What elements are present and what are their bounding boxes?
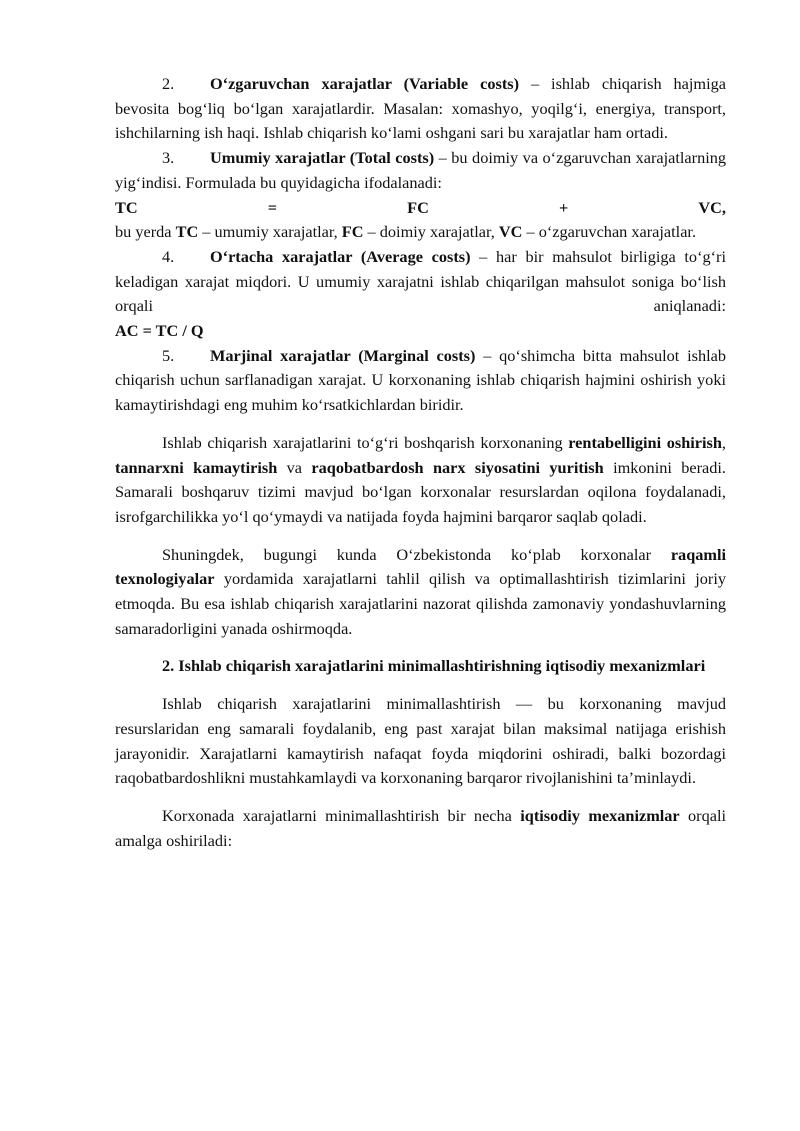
explain-text: bu yerda [115, 222, 176, 242]
bold-phrase: raqamli texnologiyalar [115, 544, 726, 589]
list-item-variable-costs [115, 72, 726, 146]
explain-text: – o‘zgaruvchan xarajatlar. [522, 222, 697, 242]
item-text: – ishlab chiqarish hajmiga bevosita bog‘liq bo‘lgan xarajatlardir. Masalan: xomashyo, yoqilg‘i, energiya, transport, ishchilarning ish haqi. Ishlab chiqarish ko‘lami oshgani sari bu xarajatlar ham ortadi. [115, 74, 726, 143]
list-number: 3. [162, 148, 175, 168]
list-item-total-costs [115, 146, 726, 195]
item-text: – har bir mahsulot birligiga to‘g‘ri keladigan xarajat miqdori. U umumiy xarajatni ishlab chiqarilgan mahsulot soniga bo‘lish orqali aniqlanadi: [115, 246, 726, 316]
formula-part: TC [115, 197, 138, 217]
term-total-costs: Umumiy xarajatlar (Total costs) [210, 148, 435, 168]
formula-average-costs [115, 319, 726, 344]
formula-part: VC, [698, 197, 726, 217]
explain-text: – umumiy xarajatlar, [198, 222, 342, 242]
paragraph-digital-technologies [115, 543, 726, 642]
bold-phrase: iqtisodiy mexanizmlar [520, 805, 680, 825]
paragraph-cost-management [115, 431, 726, 530]
formula-explanation [115, 220, 726, 245]
item-text: – qo‘shimcha bitta mahsulot ishlab chiqarish uchun sarflanadigan xarajat. U korxonaning ishlab chiqarish hajmini oshirish yoki kamaytirishdagi eng muhim ko‘rsatkichlardan biridir. [115, 345, 726, 415]
explain-text: – doimiy xarajatlar, [363, 222, 499, 242]
formula-text: AC = TC / Q [115, 321, 204, 341]
paragraph-text: , [721, 432, 726, 452]
paragraph-minimization-definition: Ishlab chiqarish xarajatlarini minimallashtirish — bu korxonaning mavjud resurslaridan eng samarali foydalanib, eng past xarajat bilan maksimal natijaga erishish jarayonidir. Xarajatlarni kamaytirish nafaqat foyda miqdorini oshiradi, balki bozordagi raqobatbardoshlikni mustahkamlaydi va korxonaning barqaror rivojlanishini ta’minlaydi. [115, 694, 726, 788]
bold-phrase: tannarxni kamaytirish [115, 457, 278, 477]
term-marginal-costs: Marjinal xarajatlar (Marginal costs) [210, 345, 476, 365]
explain-term: FC [341, 222, 364, 242]
paragraph-text: orqali amalga oshiriladi: [115, 805, 726, 850]
list-item-marginal-costs [115, 344, 726, 418]
paragraph-text: va [277, 457, 312, 477]
list-number: 4. [162, 246, 175, 266]
formula-total-costs [115, 196, 726, 221]
explain-term: TC [175, 222, 199, 242]
term-variable-costs: O‘zgaruvchan xarajatlar (Variable costs) [210, 74, 519, 93]
list-item-average-costs [115, 245, 726, 319]
paragraph-text: Ishlab chiqarish xarajatlarini to‘g‘ri boshqarish korxonaning [162, 432, 569, 452]
formula-part: FC [407, 197, 429, 217]
paragraph-text: imkonini beradi. Samarali boshqaruv tizimi mavjud bo‘lgan korxonalar resurslardan oqilona foydalanadi, isrofgarchilikka yo‘l qo‘ymaydi va natijada foyda hajmini barqaror saqlab qoladi. [115, 457, 726, 526]
bold-phrase: rentabelligini oshirish [568, 432, 722, 452]
list-number: 5. [162, 345, 175, 365]
list-number: 2. [162, 74, 175, 93]
section-heading: 2. Ishlab chiqarish xarajatlarini minimallashtirishning iqtisodiy mexanizmlari [162, 656, 706, 676]
paragraph-mechanisms-intro [115, 804, 726, 853]
paragraph-text: yordamida xarajatlarni tahlil qilish va optimallashtirish tizimlarini joriy etmoqda. Bu esa ishlab chiqarish xarajatlarini nazorat qilishda zamonaviy yondashuvlarning samaradorligini yanada oshirmoqda. [115, 569, 726, 638]
formula-part: = [267, 197, 278, 217]
bold-phrase: raqobatbardosh narx siyosatini yuritish [311, 457, 604, 477]
formula-part: + [558, 197, 569, 217]
term-average-costs: O‘rtacha xarajatlar (Average costs) [210, 246, 471, 266]
paragraph-text: Korxonada xarajatlarni minimallashtirish bir necha [162, 805, 521, 825]
paragraph-text: Shuningdek, bugungi kunda O‘zbekistonda ko‘plab korxonalar [162, 544, 671, 564]
item-text: – bu doimiy va o‘zgaruvchan xarajatlarning yig‘indisi. Formulada bu quyidagicha ifodalanadi: [115, 148, 727, 192]
explain-term: VC [498, 222, 523, 242]
